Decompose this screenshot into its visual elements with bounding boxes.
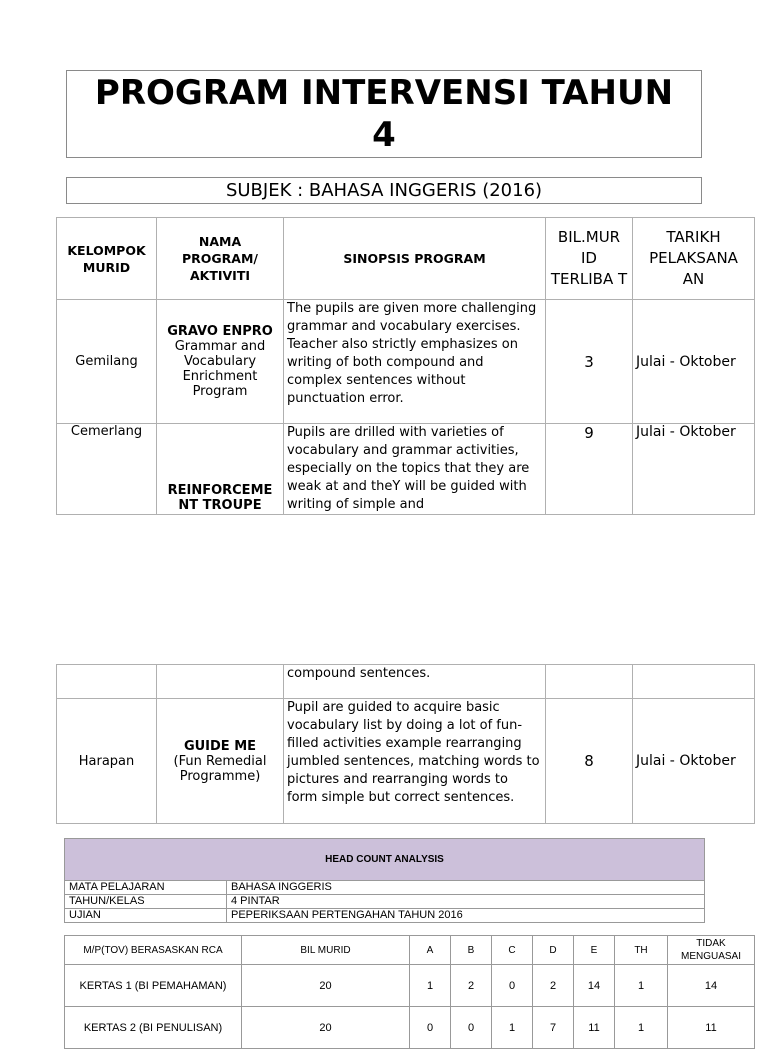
date-cell: Julai - Oktober — [633, 424, 755, 515]
count-cell — [546, 665, 633, 699]
group-cell: Gemilang — [57, 300, 157, 424]
cell: 11 — [668, 1007, 755, 1049]
synopsis-cell: Pupil are guided to acquire basic vocabulary list by doing a lot of fun-filled activities example rearranging jumbled sentences, matching words to pictures and rearranging words to form simple but correct sentences. — [284, 699, 546, 824]
col-header: A — [410, 936, 451, 965]
col-header: E — [574, 936, 615, 965]
program-cell — [157, 424, 284, 515]
cell: 1 — [492, 1007, 533, 1049]
program-cell — [157, 699, 284, 824]
synopsis-cell: compound sentences. — [284, 665, 546, 699]
program-table-header-row — [57, 218, 755, 300]
cell: 2 — [533, 965, 574, 1007]
head-count-results-table — [64, 935, 755, 1049]
info-row — [65, 909, 705, 923]
date-cell: Julai - Oktober — [633, 699, 755, 824]
info-value: 4 PINTAR — [227, 895, 705, 909]
cell: 11 — [574, 1007, 615, 1049]
document-title: PROGRAM INTERVENSI TAHUN 4 — [94, 73, 674, 155]
table-row — [57, 424, 755, 515]
info-label: UJIAN — [65, 909, 227, 923]
cell: 14 — [574, 965, 615, 1007]
col-header: B — [451, 936, 492, 965]
table-row — [65, 1007, 755, 1049]
subject-box — [66, 177, 702, 204]
col-header: TIDAK MENGUASAI — [668, 936, 755, 965]
table-row — [65, 965, 755, 1007]
head-count-title-row — [65, 839, 705, 881]
col-header: TH — [615, 936, 668, 965]
cell: 2 — [451, 965, 492, 1007]
info-value: PEPERIKSAAN PERTENGAHAN TAHUN 2016 — [227, 909, 705, 923]
info-row — [65, 881, 705, 895]
cell: 1 — [410, 965, 451, 1007]
paper-name: KERTAS 1 (BI PEMAHAMAN) — [65, 965, 242, 1007]
subject-label: SUBJEK : BAHASA INGGERIS (2016) — [225, 180, 543, 201]
head-count-title: HEAD COUNT ANALYSIS — [65, 839, 705, 881]
group-cell: Harapan — [57, 699, 157, 824]
col-header: D — [533, 936, 574, 965]
cell: 1 — [615, 1007, 668, 1049]
header-date: TARIKH PELAKSANA AN — [633, 218, 755, 300]
program-title: GRAVO ENPRO — [167, 324, 273, 339]
cell: 14 — [668, 965, 755, 1007]
header-group: KELOMPOK MURID — [57, 218, 157, 300]
count-cell: 9 — [546, 424, 633, 515]
results-header-row — [65, 936, 755, 965]
cell: 20 — [242, 965, 410, 1007]
program-table-continued — [56, 664, 755, 824]
program-subtitle: (Fun Remedial Programme) — [173, 753, 267, 784]
cell: 1 — [615, 965, 668, 1007]
table-row — [57, 699, 755, 824]
table-row — [57, 300, 755, 424]
program-subtitle: Grammar and Vocabulary Enrichment Program — [174, 339, 266, 399]
col-header: BIL MURID — [242, 936, 410, 965]
col-header: C — [492, 936, 533, 965]
program-title: GUIDE ME — [183, 738, 257, 754]
paper-name: KERTAS 2 (BI PENULISAN) — [65, 1007, 242, 1049]
program-title: REINFORCEME NT TROUPE — [167, 483, 273, 513]
program-table — [56, 217, 755, 515]
cell: 20 — [242, 1007, 410, 1049]
synopsis-cell: The pupils are given more challenging grammar and vocabulary exercises. Teacher also strictly emphasizes on writing of both compound and complex sentences without punctuation error. — [284, 300, 546, 424]
program-cell — [157, 665, 284, 699]
count-cell: 8 — [546, 699, 633, 824]
cell: 0 — [410, 1007, 451, 1049]
table-row — [57, 665, 755, 699]
group-cell: Cemerlang — [57, 424, 157, 515]
header-synopsis: SINOPSIS PROGRAM — [284, 218, 546, 300]
head-count-info-table — [64, 838, 705, 923]
cell: 0 — [451, 1007, 492, 1049]
cell: 7 — [533, 1007, 574, 1049]
header-count: BIL.MUR ID TERLIBA T — [546, 218, 633, 300]
date-cell: Julai - Oktober — [633, 300, 755, 424]
info-label: MATA PELAJARAN — [65, 881, 227, 895]
program-cell — [157, 300, 284, 424]
group-cell — [57, 665, 157, 699]
synopsis-cell: Pupils are drilled with varieties of vocabulary and grammar activities, especially on the topics that they are weak at and theY will be guided with writing of simple and — [284, 424, 546, 515]
cell: 0 — [492, 965, 533, 1007]
date-cell — [633, 665, 755, 699]
col-header: M/P(TOV) BERASASKAN RCA — [65, 936, 242, 965]
info-label: TAHUN/KELAS — [65, 895, 227, 909]
info-value: BAHASA INGGERIS — [227, 881, 705, 895]
header-program: NAMA PROGRAM/ AKTIVITI — [157, 218, 284, 300]
count-cell: 3 — [546, 300, 633, 424]
document-title-box — [66, 70, 702, 158]
info-row — [65, 895, 705, 909]
